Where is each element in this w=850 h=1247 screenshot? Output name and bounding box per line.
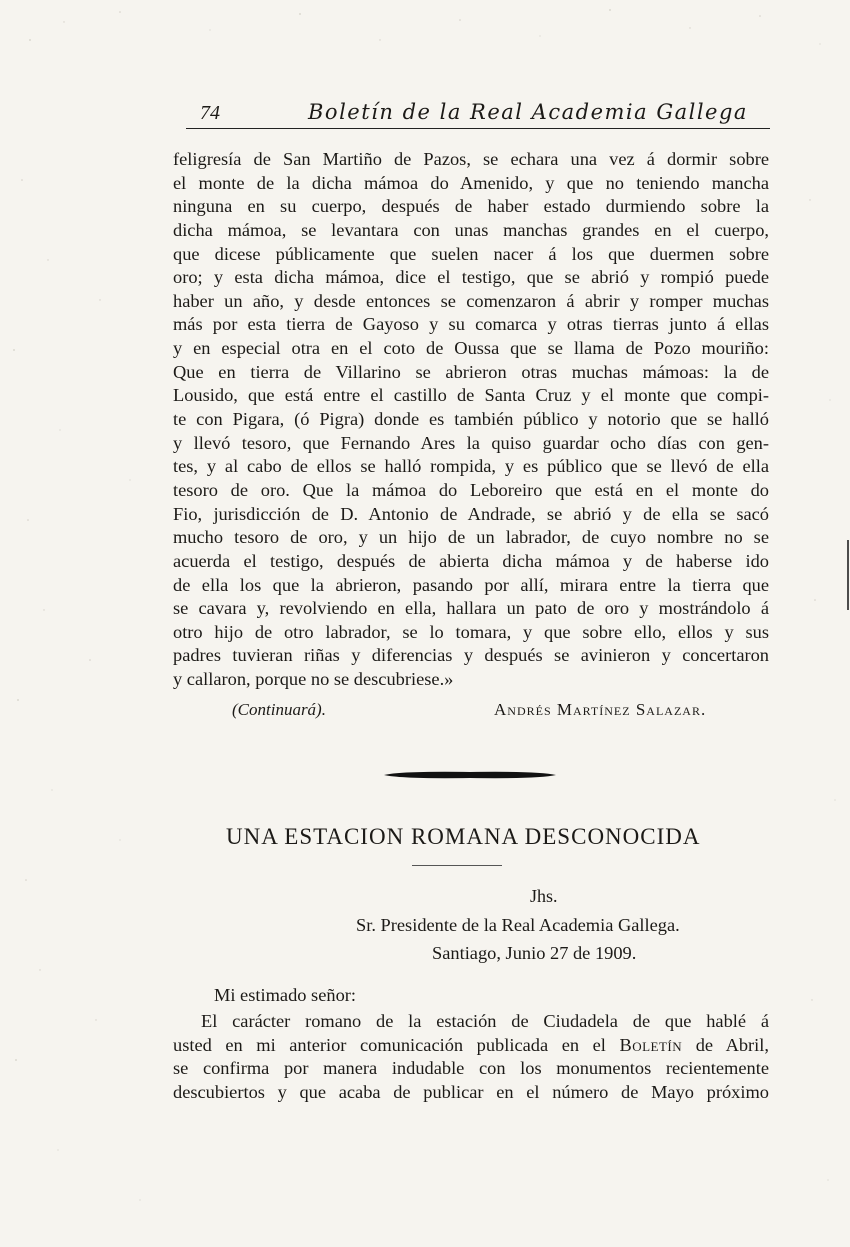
signature-row bbox=[232, 700, 772, 724]
text-line: dicha mámoa, se levantara con unas manchas grandes en el cuerpo, bbox=[173, 219, 769, 240]
page-header bbox=[186, 98, 770, 128]
text-line: haber un año, y desde entonces se comenzaron á abrir y romper muchas bbox=[173, 290, 769, 311]
letter-line bbox=[173, 1010, 769, 1034]
journal-title: Boletín de la Real Academia Gallega bbox=[308, 100, 748, 124]
text-line: feligresía de San Martiño de Pazos, se echara una vez á dormir sobre bbox=[173, 149, 769, 169]
article-title: UNA ESTACION ROMANA DESCONOCIDA bbox=[226, 824, 701, 849]
text-line: de ella los que la abrieron, pasando por allí, mirara entre la tierra que bbox=[173, 574, 769, 595]
text-line: padres tuvieran riñas y diferencias y después se avinieron y concertaron bbox=[173, 645, 769, 666]
letter-line-text: El carácter romano de la estación de Ciudadela de que hablé á bbox=[201, 1011, 769, 1031]
text-line: más por esta tierra de Gayoso y su comarca y otras tierras junto á ellas bbox=[173, 314, 769, 335]
letter-line bbox=[173, 1034, 769, 1058]
salutation: Mi estimado señor: bbox=[214, 985, 356, 1005]
text-line: el monte de la dicha mámoa do Amenido, y que no teniendo mancha bbox=[173, 172, 769, 193]
letter-line-text: usted en mi anterior comunicación publicada en el bbox=[173, 1034, 620, 1055]
text-line: oro; y esta dicha mámoa, dice el testigo, que se abrió y rompió puede bbox=[173, 267, 769, 288]
letter-line bbox=[173, 1057, 769, 1081]
letter-line-text: descubiertos y que acaba de publicar en el número de Mayo próximo bbox=[173, 1081, 769, 1102]
page-number: 74 bbox=[200, 102, 220, 124]
text-line: se cavara y, revolviendo en ella, hallara un pato de oro y mostrándolo á bbox=[173, 598, 769, 619]
text-line: y llevó tesoro, que Fernando Ares la quiso guardar ocho días con gen- bbox=[173, 432, 769, 453]
letter-line-text-tail: de Abril, bbox=[682, 1034, 769, 1055]
letter-line bbox=[173, 1081, 769, 1105]
text-line: acuerda el testigo, después de abierta dicha mámoa y de haberse ido bbox=[173, 550, 769, 571]
text-line: otro hijo de otro labrador, se lo tomara, y que sobre ello, ellos y sus bbox=[173, 621, 769, 642]
text-line: mucho tesoro de oro, y un hijo de un labrador, de cuyo nombre no se bbox=[173, 527, 769, 548]
text-line: y callaron, porque no se descubriese.» bbox=[173, 669, 454, 690]
addressee-line: Sr. Presidente de la Real Academia Gallega. bbox=[356, 915, 680, 935]
header-rule bbox=[186, 128, 770, 129]
continued-note: (Continuará). bbox=[232, 700, 326, 719]
letter-text-block bbox=[173, 1010, 769, 1105]
text-line: tes, y al cabo de ellos se halló rompida, y es público que se llevó de ella bbox=[173, 456, 769, 477]
dateline: Santiago, Junio 27 de 1909. bbox=[432, 943, 637, 963]
author-signature: Andrés Martínez Salazar. bbox=[494, 700, 707, 719]
text-line: tesoro de oro. Que la mámoa do Leboreiro que está en el monte do bbox=[173, 479, 769, 500]
title-underline bbox=[412, 865, 502, 866]
continued-text-block bbox=[173, 148, 769, 692]
ornamental-divider bbox=[382, 768, 558, 782]
letter-line-text: se confirma por manera indudable con los monumentos recientemente bbox=[173, 1058, 769, 1079]
boletin-smallcaps: Boletín bbox=[619, 1034, 683, 1055]
text-line: Fio, jurisdicción de D. Antonio de Andrade, se abrió y de ella se sacó bbox=[173, 503, 769, 524]
text-line: te con Pigara, (ó Pigra) donde es también público y notorio que se halló bbox=[173, 409, 769, 430]
text-line: Que en tierra de Villarino se abrieron otras muchas mámoas: la de bbox=[173, 361, 769, 382]
text-line: ninguna en su cuerpo, después de haber estado durmiendo sobre la bbox=[173, 196, 769, 217]
text-line: Lousido, que está entre el castillo de Santa Cruz y el monte que compi- bbox=[173, 385, 769, 406]
text-line: y en especial otra en el coto de Oussa que se llama de Pozo mouriño: bbox=[173, 338, 769, 359]
jhs-monogram: Jhs. bbox=[530, 886, 558, 906]
text-line: que dicese públicamente que suelen nacer á los que duermen sobre bbox=[173, 243, 769, 264]
